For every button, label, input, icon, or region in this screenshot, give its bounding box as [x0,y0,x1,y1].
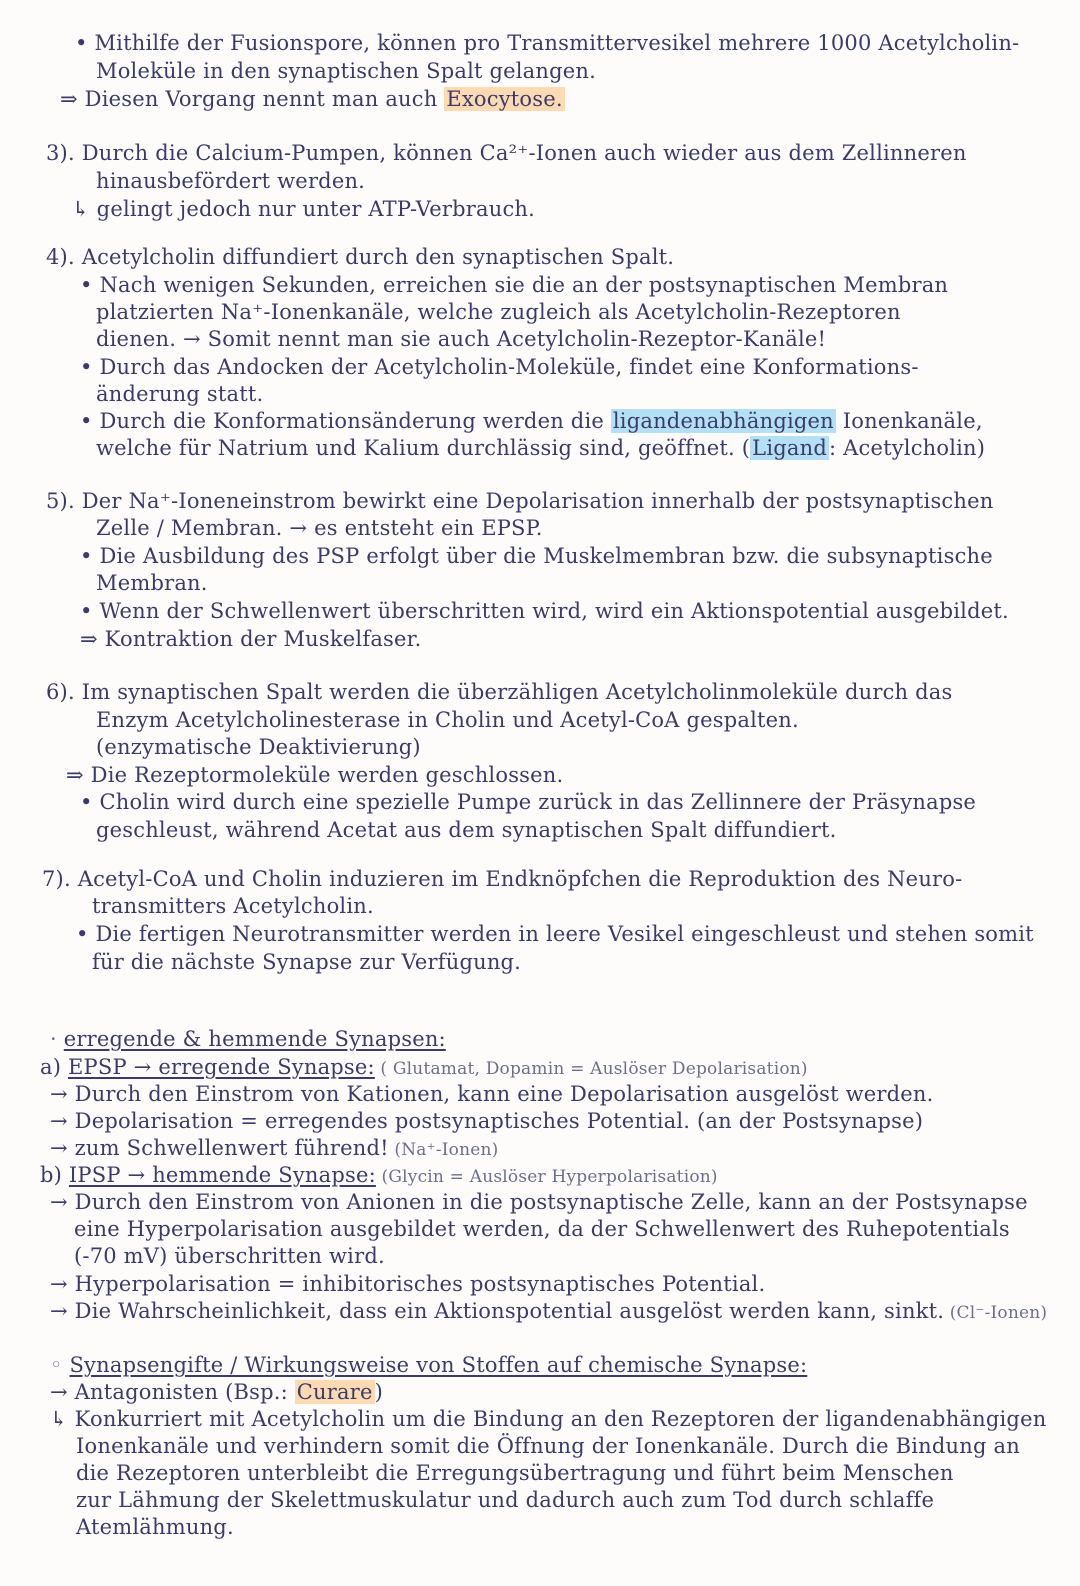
step4-line-8 [96,435,985,461]
step4-line-7 [80,408,983,434]
synapse-b-title: IPSP → hemmende Synapse: [68,1163,376,1187]
intro-line-3-text: ⇒ Diesen Vorgang nennt man auch [60,87,445,111]
step5-line-2: Zelle / Membran. → es entsteht ein EPSP. [96,516,543,540]
synapse-a-line-3-text: → zum Schwellenwert führend! [50,1136,389,1160]
step3-line-2: hinausbefördert werden. [96,169,366,193]
step6-line-2: Enzym Acetylcholinesterase in Cholin und Acetyl-CoA gespalten. [96,708,799,732]
step6-line-6: geschleust, während Acetat aus dem synaptischen Spalt diffundiert. [96,818,837,842]
synapse-b-line-2: eine Hyperpolarisation ausgebildet werden, da der Schwellenwert des Ruhepotentials [74,1217,1010,1241]
synapse-a-note: ( Glutamat, Dopamin = Auslöser Depolarisation) [374,1059,808,1079]
step4-line-7-text: • Durch die Konformationsänderung werden die [80,409,611,433]
synapse-a-label: a) [40,1055,68,1079]
synapses-heading-text: erregende & hemmende Synapsen: [63,1027,446,1051]
synapse-b-line-3: (-70 mV) überschritten wird. [74,1244,385,1268]
synapse-b-heading [40,1162,718,1190]
step4-line-5: • Durch das Andocken der Acetylcholin-Moleküle, findet eine Konformations- [80,355,919,379]
step5-line-1: 5). Der Na⁺-Ioneneinstrom bewirkt eine Depolarisation innerhalb der postsynaptischen [46,489,994,513]
step4-line-2: • Nach wenigen Sekunden, erreichen sie die an der postsynaptischen Membran [80,273,949,297]
step5-line-6: ⇒ Kontraktion der Muskelfaser. [80,627,422,651]
synapse-b-line-1: → Durch den Einstrom von Anionen in die postsynaptische Zelle, kann an der Postsynapse [50,1190,1028,1214]
step6-line-1: 6). Im synaptischen Spalt werden die überzähligen Acetylcholinmoleküle durch das [46,680,953,704]
synapse-a-line-2: → Depolarisation = erregendes postsynaptisches Potential. (an der Postsynapse) [50,1109,924,1133]
synapse-b-note: (Glycin = Auslöser Hyperpolarisation) [375,1167,718,1187]
poisons-line-3: die Rezeptoren unterbleibt die Erregungsübertragung und führt beim Menschen [76,1461,954,1485]
step4-line-1: 4). Acetylcholin diffundiert durch den synaptischen Spalt. [46,245,675,269]
poisons-line-1: ↳ Konkurriert mit Acetylcholin um die Bindung an den Rezeptoren der ligandenabhängigen [50,1407,1047,1431]
step4-line-6: änderung statt. [96,382,264,406]
curare-highlight: Curare [296,1380,373,1404]
step4-line-3: platzierten Na⁺-Ionenkanäle, welche zugleich als Acetylcholin-Rezeptoren [96,300,901,324]
synapse-a-title: EPSP → erregende Synapse: [68,1055,375,1079]
synapse-b-line-5-text: → Die Wahrscheinlichkeit, dass ein Aktionspotential ausgelöst werden kann, sinkt. [50,1299,945,1323]
step7-line-3: • Die fertigen Neurotransmitter werden in leere Vesikel eingeschleust und stehen somit [76,922,1034,946]
step6-line-5: • Cholin wird durch eine spezielle Pumpe zurück in das Zellinnere der Präsynapse [80,790,977,814]
step6-line-4: ⇒ Die Rezeptormoleküle werden geschlossen. [66,763,564,787]
synapse-a-line-1: → Durch den Einstrom von Kationen, kann eine Depolarisation ausgelöst werden. [50,1082,934,1106]
ligand-highlight: Ligand [752,436,827,460]
poisons-heading: ◦ Synapsengifte / Wirkungsweise von Stoffen auf chemische Synapse: [50,1353,808,1377]
intro-line-1: • Mithilfe der Fusionspore, können pro Transmittervesikel mehrere 1000 Acetylcholin- [75,31,1020,55]
step5-line-3: • Die Ausbildung des PSP erfolgt über die Muskelmembran bzw. die subsynaptische [80,544,993,568]
step3-line-3: ↳ gelingt jedoch nur unter ATP-Verbrauch. [72,197,536,221]
poisons-line-4: zur Lähmung der Skelettmuskulatur und dadurch auch zum Tod durch schlaffe [76,1488,935,1512]
step7-line-4: für die nächste Synapse zur Verfügung. [92,950,522,974]
synapse-b-line-5 [50,1298,1047,1326]
synapse-a-heading [40,1054,808,1082]
step5-line-4: Membran. [96,571,208,595]
step7-line-2: transmitters Acetylcholin. [92,894,374,918]
step4-line-4: dienen. → Somit nennt man sie auch Acetylcholin-Rezeptor-Kanäle! [96,327,827,351]
step4-line-8-suffix: : Acetylcholin) [828,436,986,460]
poisons-antagonist [50,1379,383,1405]
synapse-b-line-4: → Hyperpolarisation = inhibitorisches postsynaptisches Potential. [50,1272,766,1296]
step3-line-1: 3). Durch die Calcium-Pumpen, können Ca²⁺-Ionen auch wieder aus dem Zellinneren [46,141,967,165]
step6-line-3: (enzymatische Deaktivierung) [96,735,421,759]
poisons-antagonist-text: → Antagonisten (Bsp.: [50,1380,295,1404]
synapse-a-line-3 [50,1135,498,1163]
step7-line-1: 7). Acetyl-CoA und Cholin induzieren im Endknöpfchen die Reproduktion des Neuro- [42,867,963,891]
synapse-b-label: b) [40,1163,69,1187]
exocytose-highlight: Exocytose. [446,87,563,111]
step4-line-7-suffix: Ionenkanäle, [835,409,983,433]
step5-line-5: • Wenn der Schwellenwert überschritten wird, wird ein Aktionspotential ausgebildet. [80,599,1009,623]
poisons-heading-text: Synapsengifte / Wirkungsweise von Stoffen auf chemische Synapse: [69,1353,808,1377]
intro-line-2: Moleküle in den synaptischen Spalt gelangen. [96,59,597,83]
ligandenabhaengigen-highlight: ligandenabhängigen [612,409,834,433]
synapse-b-line-5-note: (Cl⁻-Ionen) [944,1303,1048,1323]
poisons-line-5: Atemlähmung. [76,1515,234,1539]
poisons-antagonist-close: ) [374,1380,383,1404]
step4-line-8-text: welche für Natrium und Kalium durchlässig sind, geöffnet. ( [96,436,751,460]
synapses-heading: · erregende & hemmende Synapsen: [50,1027,446,1051]
synapse-a-line-3-note: (Na⁺-Ionen) [388,1140,499,1160]
poisons-line-2: Ionenkanäle und verhindern somit die Öffnung der Ionenkanäle. Durch die Bindung an [76,1434,1020,1458]
intro-line-3 [60,86,565,112]
